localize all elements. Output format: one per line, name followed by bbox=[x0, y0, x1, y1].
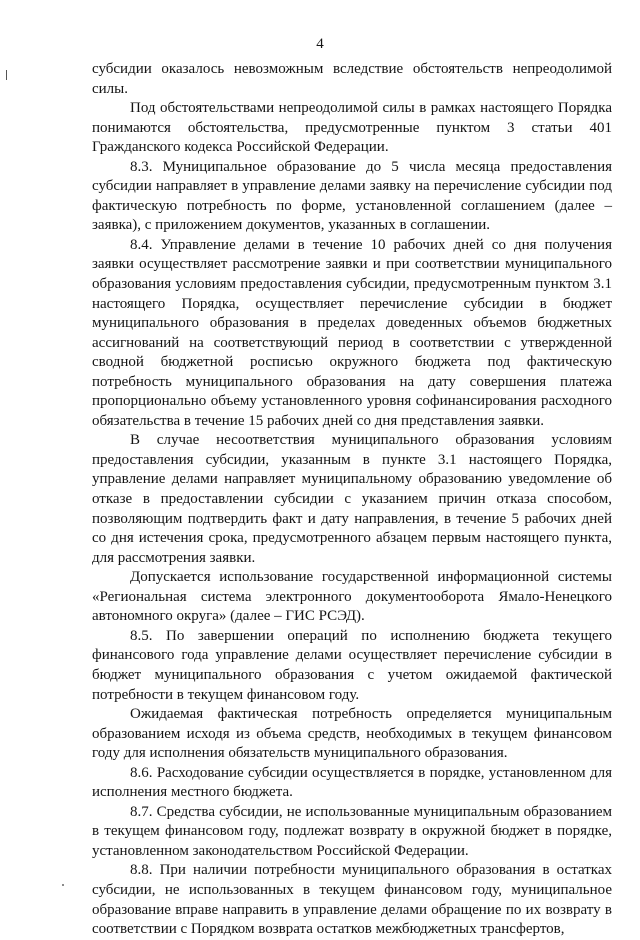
margin-mark bbox=[6, 70, 7, 80]
paragraph-8-4: 8.4. Управление делами в течение 10 рабочих дней со дня получения заявки осуществляет рассмотрение заявки и при соответствии муниципального образования условиям предоставления субсидии, предусмотренным пунктом 3.1 настоящего Порядка, осуществляет перечисление субсидии в бюджет муниципального образования в пределах доведенных объемов бюджетных ассигнований на соответствующий период в соответствии с утвержденной сводной бюджетной росписью окружного бюджета под фактическую потребность муниципального образования на дату совершения платежа пропорционально объему установленного уровня софинансирования расходного обязательства в течение 15 рабочих дней со дня представления заявки. bbox=[92, 236, 612, 429]
paragraph-gis-rsed: Допускается использование государственной информационной системы «Региональная система электронного документооборота Ямало-Ненецкого автономного округа» (далее – ГИС РСЭД). bbox=[92, 569, 612, 625]
paragraph-8-5: 8.5. По завершении операций по исполнению бюджета текущего финансового года управление делами осуществляет перечисление субсидии в бюджет муниципального образования с учетом ожидаемой фактической потребности в текущем финансовом году. bbox=[92, 627, 612, 703]
paragraph-8-7: 8.7. Средства субсидии, не использованные муниципальным образованием в текущем финансовом году, подлежат возврату в окружной бюджет в порядке, установленном законодательством Российской Федерации. bbox=[92, 803, 612, 859]
document-body bbox=[92, 60, 612, 940]
scan-dot bbox=[62, 884, 64, 886]
paragraph-8-3: 8.3. Муниципальное образование до 5 числа месяца предоставления субсидии направляет в управление делами заявку на перечисление субсидии под фактическую потребность по форме, установленной соглашением (далее – заявка), с приложением документов, указанных в соглашении. bbox=[92, 158, 612, 234]
paragraph-continuation: субсидии оказалось невозможным вследствие обстоятельств непреодолимой силы. bbox=[92, 61, 612, 97]
page-number: 4 bbox=[316, 36, 324, 52]
paragraph-8-4-refusal: В случае несоответствия муниципального образования условиям предоставления субсидии, указанным в пункте 3.1 настоящего Порядка, управление делами направляет муниципальному образованию уведомление об отказе в предоставлении субсидии с указанием причин отказа способом, позволяющим подтвердить факт и дату направления, в течение 5 рабочих дней со дня истечения срока, предусмотренного абзацем первым настоящего пункта, для рассмотрения заявки. bbox=[92, 432, 612, 566]
paragraph-8-8: 8.8. При наличии потребности муниципального образования в остатках субсидии, не использованных в текущем финансовом году, муниципальное образование вправе направить в управление делами обращение по их возврату в соответствии с Порядком возврата остатков межбюджетных трансфертов, bbox=[92, 862, 612, 938]
paragraph-expected-need: Ожидаемая фактическая потребность определяется муниципальным образованием исходя из объема средств, необходимых в текущем финансовом году для исполнения обязательств муниципального образования. bbox=[92, 706, 612, 762]
paragraph-8-6: 8.6. Расходование субсидии осуществляется в порядке, установленном для исполнения местного бюджета. bbox=[92, 764, 612, 801]
paragraph-force-majeure: Под обстоятельствами непреодолимой силы в рамках настоящего Порядка понимаются обстоятельства, предусмотренные пунктом 3 статьи 401 Гражданского кодекса Российской Федерации. bbox=[92, 100, 612, 156]
